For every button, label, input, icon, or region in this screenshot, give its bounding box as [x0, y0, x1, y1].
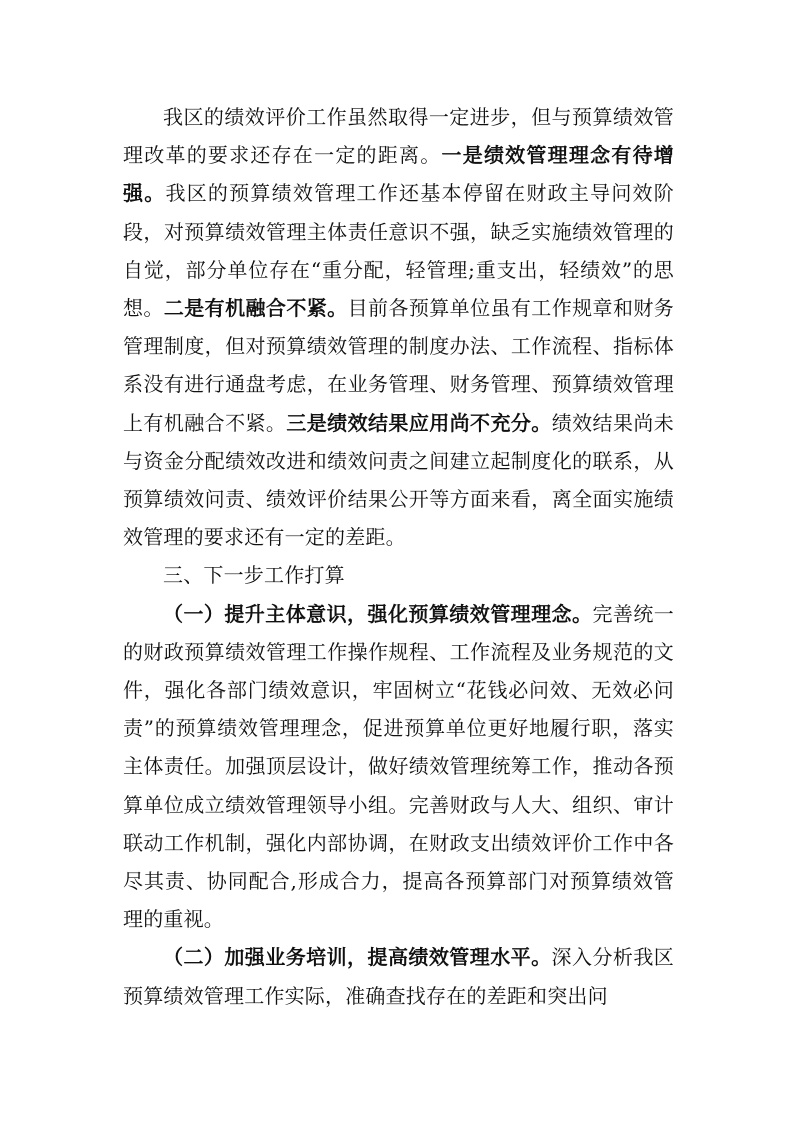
bold-point-2: 二是有机融合不紧。 [163, 296, 348, 321]
paragraph-problems [123, 98, 674, 556]
paragraph-text: 目前各预算单位虽有工作规章和财务管理制度，但对预算绩效管理的制度办法、工作流程、指标体系没有进行通盘考虑，在业务管理、财务管理、预算绩效管理上有机融合不紧。 [123, 296, 674, 435]
paragraph-text: 完善统一的财政预算绩效管理工作操作规程、工作流程及业务规范的文件，强化各部门绩效意识，牢固树立“花钱必问效、无效必问责”的预算绩效管理理念，促进预算单位更好地履行职，落实主体责任。加强顶层设计，做好绩效管理统筹工作，推动各预算单位成立绩效管理领导小组。完善财政与人大、组织、审计联动工作机制，强化内部协调，在财政支出绩效评价工作中各尽其责、协同配合,形成合力，提高各预算部门对预算绩效管理的重视。 [123, 601, 674, 932]
subsection-heading-2: （二）加强业务培训，提高绩效管理水平。 [163, 945, 552, 970]
paragraph-text: 我区的绩效评价工作虽然取得一定进步，但与预算绩效管理改革的要求还存在一定的距离。 [123, 105, 674, 168]
paragraph-plan-1 [123, 595, 674, 939]
bold-point-1: 一是绩效管理理念有待增强。 [123, 143, 675, 206]
bold-point-3: 三是绩效结果应用尚不充分。 [286, 410, 552, 435]
paragraph-plan-2 [123, 938, 674, 1014]
document-body [123, 98, 674, 1015]
subsection-heading-1: （一）提升主体意识，强化预算绩效管理理念。 [163, 601, 593, 626]
paragraph-text: 我区的预算绩效管理工作还基本停留在财政主导问效阶段，对预算绩效管理主体责任意识不强，缺乏实施绩效管理的自觉，部分单位存在“重分配，轻管理;重支出，轻绩效”的思想。 [123, 181, 674, 321]
paragraph-text: 绩效结果尚未与资金分配绩效改进和绩效问责之间建立起制度化的联系，从预算绩效问责、绩效评价结果公开等方面来看，离全面实施绩效管理的要求还有一定的差距。 [123, 410, 674, 550]
paragraph-text: 深入分析我区预算绩效管理工作实际，准确查找存在的差距和突出问 [123, 945, 674, 1008]
section-heading: 三、下一步工作打算 [163, 563, 345, 588]
